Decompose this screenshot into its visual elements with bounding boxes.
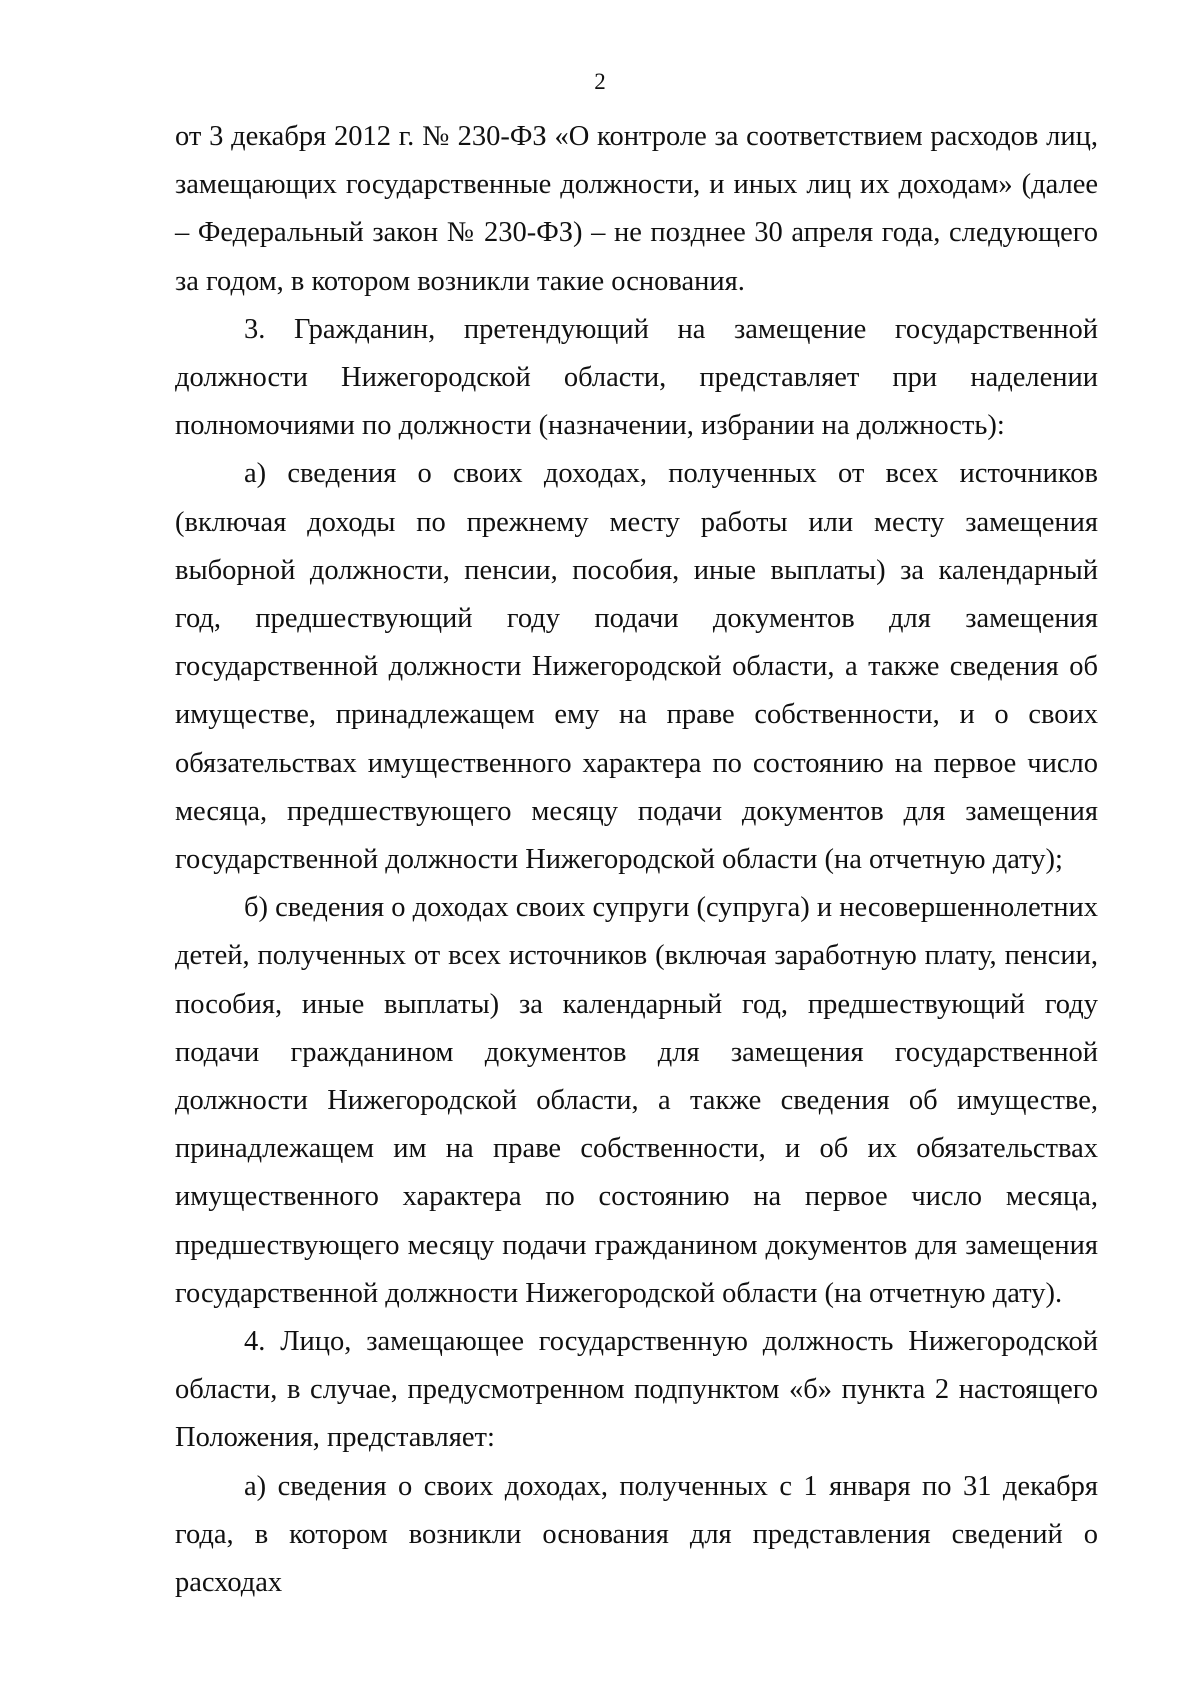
paragraph-clause-3b: б) сведения о доходах своих супруги (супруга) и несовершеннолетних детей, полученных от всех источников (включая заработную плату, пенсии, пособия, иные выплаты) за календарный год, предшествующий году подачи гражданином документов для замещения государственной должности Нижегородской области, а также сведения об имуществе, принадлежащем им на праве собственности, и об их обязательствах имущественного характера по состоянию на первое число месяца, предшествующего месяцу подачи гражданином документов для замещения государственной должности Нижегородской области (на отчетную дату).	[175, 892, 1098, 1309]
paragraph-clause-4a: а) сведения о своих доходах, полученных с 1 января по 31 декабря года, в котором возникли основания для представления сведений о расходах	[175, 1470, 1098, 1599]
page-number: 2	[594, 69, 606, 94]
paragraph-clause-3a: а) сведения о своих доходах, полученных от всех источников (включая доходы по прежнему месту работы или месту замещения выборной должности, пенсии, пособия, иные выплаты) за календарный год, предшествующий году подачи документов для замещения государственной должности Нижегородской области, а также сведения об имуществе, принадлежащем ему на праве собственности, и о своих обязательствах имущественного характера по состоянию на первое число месяца, предшествующего месяцу подачи документов для замещения государственной должности Нижегородской области (на отчетную дату);	[175, 458, 1098, 876]
paragraph-continuation: от 3 декабря 2012 г. № 230-ФЗ «О контроле за соответствием расходов лиц, замещающих государственные должности, и иных лиц их доходам» (далее – Федеральный закон № 230-ФЗ) – не позднее 30 апреля года, следующего за годом, в котором возникли такие основания.	[175, 121, 1098, 297]
document-body	[175, 113, 1098, 1607]
paragraph-clause-3: 3. Гражданин, претендующий на замещение государственной должности Нижегородской области, представляет при наделении полномочиями по должности (назначении, избрании на должность):	[175, 313, 1098, 442]
paragraph-clause-4: 4. Лицо, замещающее государственную должность Нижегородской области, в случае, предусмотренном подпунктом «б» пункта 2 настоящего Положения, представляет:	[175, 1326, 1098, 1454]
